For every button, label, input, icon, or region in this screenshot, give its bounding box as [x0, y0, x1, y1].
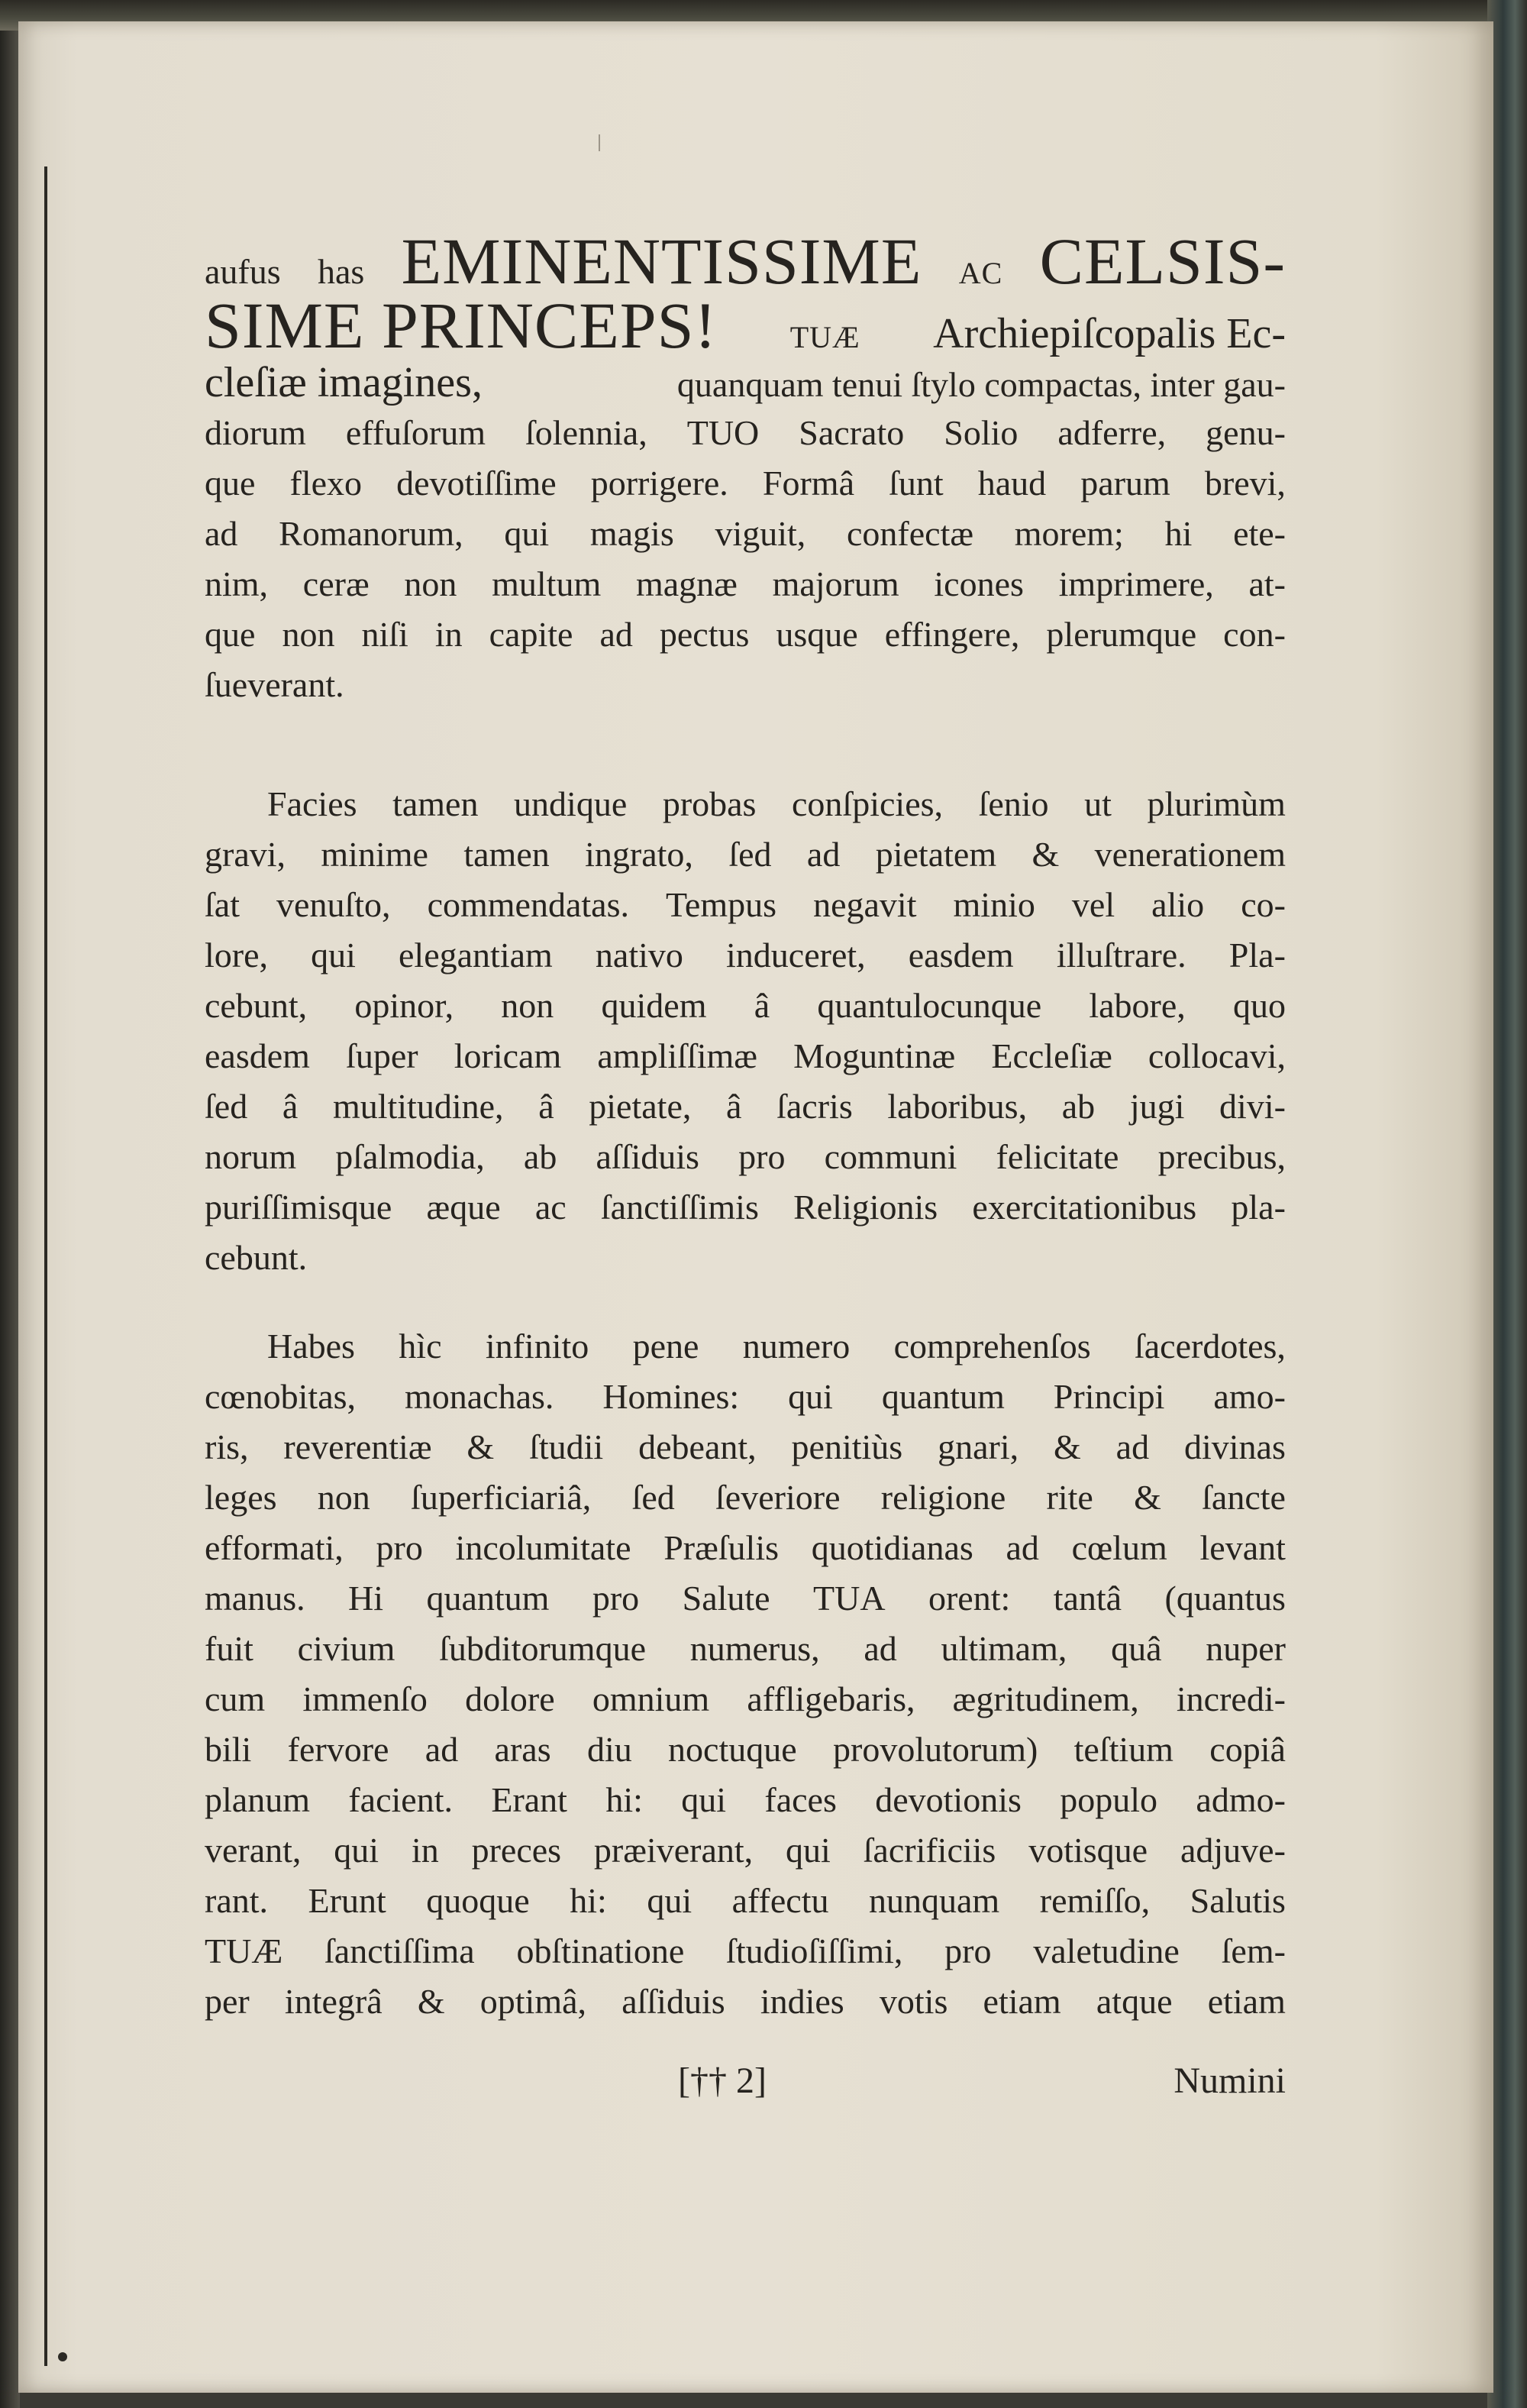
- text-line: [205, 1472, 1286, 1523]
- page-footer: [205, 2054, 1286, 2108]
- word: ultimam,: [941, 1629, 1067, 1668]
- word: laboribus,: [887, 1087, 1028, 1126]
- word: cœnobitas,: [205, 1377, 357, 1416]
- word: levant: [1199, 1528, 1286, 1567]
- text-line: [205, 779, 1286, 829]
- text-line: [205, 408, 1286, 458]
- word: â: [282, 1087, 299, 1126]
- text-line: [205, 1321, 1286, 1372]
- word: populo: [1060, 1780, 1158, 1819]
- word: dolore: [465, 1679, 555, 1718]
- word: exercitationibus: [972, 1188, 1197, 1227]
- word: venerationem: [1094, 835, 1286, 874]
- word: atque: [1096, 1982, 1173, 2021]
- title-word: SIME PRINCEPS!: [205, 289, 718, 362]
- word: noctuque: [668, 1730, 797, 1769]
- word: quantulocunque: [817, 986, 1042, 1025]
- word: &: [1031, 835, 1060, 874]
- word: provolutorum): [833, 1730, 1038, 1769]
- word: ad: [1115, 1427, 1150, 1466]
- word: â: [538, 1087, 554, 1126]
- word: fervore: [287, 1730, 389, 1769]
- word: penitiùs: [791, 1427, 903, 1466]
- word: puriſſimisque: [205, 1188, 392, 1227]
- word: ſanctiſſimis: [600, 1188, 759, 1227]
- word: probas: [662, 784, 757, 823]
- word: Habes: [267, 1327, 355, 1366]
- word: in: [411, 1831, 439, 1870]
- word: infinito: [485, 1327, 589, 1366]
- paragraph-1: [205, 225, 1286, 710]
- word: devotionis: [875, 1780, 1022, 1819]
- word: ad: [1006, 1528, 1039, 1567]
- word: omnium: [592, 1679, 710, 1718]
- text-line: [205, 1132, 1286, 1182]
- word: Romanorum,: [279, 514, 463, 553]
- small-caps-word: TUÆ: [789, 320, 860, 354]
- word: &: [466, 1427, 495, 1466]
- word: aſſiduis: [596, 1137, 699, 1176]
- word: etiam: [983, 1982, 1061, 2021]
- word: ſat: [205, 885, 240, 924]
- word: ab: [1061, 1087, 1096, 1126]
- text-line: [205, 1775, 1286, 1825]
- word: ſeveriore: [715, 1478, 841, 1517]
- word: ris,: [205, 1427, 249, 1466]
- title-word: CELSIS-: [1039, 225, 1286, 298]
- word: gravi,: [205, 835, 286, 874]
- word: ingrato,: [585, 835, 693, 874]
- word: qui: [504, 514, 550, 553]
- word: pietate,: [589, 1087, 692, 1126]
- text-line: [205, 225, 1286, 298]
- word: venuſto,: [276, 885, 391, 924]
- text-line: [205, 1825, 1286, 1876]
- word: nim,: [205, 564, 269, 603]
- word: (quantus: [1164, 1579, 1286, 1618]
- word: pene: [632, 1327, 699, 1366]
- word: Erunt: [308, 1881, 386, 1920]
- word: Religionis: [793, 1188, 938, 1227]
- word: flexo: [289, 464, 363, 503]
- word: induceret,: [726, 936, 866, 975]
- word: rite: [1046, 1478, 1093, 1517]
- word: bili: [205, 1730, 252, 1769]
- word: Pla-: [1228, 936, 1286, 975]
- word: minio: [953, 885, 1035, 924]
- text-line: cebunt.: [205, 1238, 308, 1277]
- word: ſancte: [1202, 1478, 1286, 1517]
- word: effingere,: [884, 615, 1020, 654]
- word: ſubditorumque: [439, 1629, 646, 1668]
- word: ete-: [1233, 514, 1286, 553]
- word: Solio: [944, 413, 1019, 452]
- word: leges: [205, 1478, 277, 1517]
- word: per: [205, 1982, 250, 2021]
- word: nuper: [1206, 1629, 1286, 1668]
- word: vel: [1071, 885, 1115, 924]
- word: imprimere,: [1058, 564, 1214, 603]
- word: minime: [321, 835, 428, 874]
- word: numero: [742, 1327, 851, 1366]
- word: valetudine: [1033, 1931, 1180, 1970]
- word: religione: [880, 1478, 1006, 1517]
- text-line: [205, 981, 1286, 1031]
- text-line: [205, 1081, 1286, 1132]
- word: loricam: [454, 1036, 562, 1075]
- word: quoque: [426, 1881, 530, 1920]
- word: magnæ: [635, 564, 738, 603]
- word: pro: [592, 1579, 640, 1618]
- word: magis: [589, 514, 674, 553]
- word: gnari,: [938, 1427, 1019, 1466]
- word: indies: [760, 1982, 844, 2021]
- word: quotidianas: [811, 1528, 973, 1567]
- text-line: [205, 880, 1286, 930]
- word: viguit,: [715, 514, 806, 553]
- word: ſuper: [346, 1036, 418, 1075]
- word: pla-: [1231, 1188, 1286, 1227]
- word: norum: [205, 1137, 297, 1176]
- word: verant,: [205, 1831, 302, 1870]
- text-line: [205, 357, 1286, 408]
- word: reverentiæ: [283, 1427, 432, 1466]
- word: effuſorum: [345, 413, 486, 452]
- word: ſacerdotes,: [1134, 1327, 1286, 1366]
- word: Moguntinæ: [793, 1036, 956, 1075]
- word: &: [417, 1982, 445, 2021]
- word: qui: [786, 1831, 831, 1870]
- word: tamen: [392, 784, 479, 823]
- word: â: [754, 986, 770, 1025]
- word: alio: [1151, 885, 1205, 924]
- text-line: ſueverant.: [205, 665, 344, 704]
- word: aufus: [205, 252, 281, 291]
- text-line: [205, 829, 1286, 880]
- word: monachas.: [404, 1377, 554, 1416]
- word: hi: [1164, 514, 1193, 553]
- word: etiam: [1207, 1982, 1286, 2021]
- word: aras: [494, 1730, 551, 1769]
- word: amo-: [1213, 1377, 1286, 1416]
- word: has: [317, 252, 365, 291]
- word: precibus,: [1157, 1137, 1286, 1176]
- word: numerus,: [689, 1629, 820, 1668]
- word: plurimùm: [1147, 784, 1286, 823]
- word: commendatas.: [427, 885, 629, 924]
- word: divinas: [1183, 1427, 1286, 1466]
- word: easdem: [908, 936, 1014, 975]
- word: Archiepiſcopalis Ec-: [933, 310, 1286, 357]
- word: multitudine,: [332, 1087, 504, 1126]
- word: ſuperficiariâ,: [411, 1478, 592, 1517]
- word: undique: [514, 784, 628, 823]
- word: qui: [681, 1780, 727, 1819]
- word: TUA: [813, 1579, 886, 1618]
- word: remiſſo,: [1039, 1881, 1151, 1920]
- word: parum: [1080, 464, 1170, 503]
- word: efformati,: [205, 1528, 344, 1567]
- word: Salute: [682, 1579, 770, 1618]
- word: preces: [471, 1831, 562, 1870]
- word: pietatem: [875, 835, 997, 874]
- word: easdem: [205, 1036, 310, 1075]
- text-line: [205, 559, 1286, 609]
- word: &: [1134, 1478, 1161, 1517]
- word: labore,: [1089, 986, 1186, 1025]
- word: morem;: [1014, 514, 1124, 553]
- word: TUO: [686, 413, 760, 452]
- word: con-: [1223, 615, 1286, 654]
- word: opinor,: [354, 986, 454, 1025]
- word: quanquam tenui ſtylo compactas, inter gau-: [676, 365, 1286, 404]
- word: haud: [977, 464, 1047, 503]
- word: ampliſſimæ: [597, 1036, 757, 1075]
- word: Tempus: [666, 885, 777, 924]
- word: incolumitate: [455, 1528, 631, 1567]
- text-line: [205, 1926, 1286, 1976]
- word: ſacris: [776, 1087, 853, 1126]
- word: admo-: [1196, 1780, 1286, 1819]
- word: hìc: [399, 1327, 442, 1366]
- word: aſſiduis: [621, 1982, 725, 2021]
- text-line: [205, 1182, 1286, 1233]
- word: ſacrificiis: [863, 1831, 996, 1870]
- word: facient.: [348, 1780, 453, 1819]
- word: ad: [806, 835, 841, 874]
- word: ac: [534, 1188, 567, 1227]
- word: incredi-: [1176, 1679, 1286, 1718]
- word: Homines:: [602, 1377, 740, 1416]
- word: cleſiæ imagines,: [205, 359, 483, 406]
- word: pſalmodia,: [335, 1137, 485, 1176]
- text-line: [205, 1372, 1286, 1422]
- word: ab: [523, 1137, 557, 1176]
- word: votisque: [1028, 1831, 1148, 1870]
- word: at-: [1248, 564, 1286, 603]
- word: qui: [334, 1831, 379, 1870]
- word: icones: [934, 564, 1024, 603]
- word: ſtudioſiſſimi,: [726, 1931, 903, 1970]
- word: hi:: [605, 1780, 643, 1819]
- word: que: [205, 464, 256, 503]
- word: cebunt,: [205, 986, 308, 1025]
- signature-mark: [†† 2]: [678, 2061, 767, 2101]
- paper-mark: [599, 134, 600, 151]
- word: ſenio: [978, 784, 1049, 823]
- word: affectu: [731, 1881, 829, 1920]
- gutter-shadow-line: [44, 166, 47, 2366]
- word: Facies: [267, 784, 357, 823]
- text-line: [205, 289, 1286, 362]
- word: negavit: [813, 885, 917, 924]
- word: â: [726, 1087, 742, 1126]
- word: ſolennia,: [525, 413, 647, 452]
- text-line: [205, 1876, 1286, 1926]
- word: ad: [425, 1730, 459, 1769]
- word: ceræ: [302, 564, 370, 603]
- word: rant.: [205, 1881, 269, 1920]
- title-word: EMINENTISSIME: [401, 225, 922, 298]
- text-line: [205, 1624, 1286, 1674]
- word: ſunt: [889, 464, 944, 503]
- text-line: [205, 458, 1286, 509]
- word: ut: [1084, 784, 1112, 823]
- text-line: [205, 930, 1286, 981]
- word: ad: [864, 1629, 897, 1668]
- word: multum: [492, 564, 602, 603]
- word: præiverant,: [593, 1831, 754, 1870]
- word: co-: [1241, 885, 1286, 924]
- word: diorum: [205, 413, 306, 452]
- word: felicitate: [996, 1137, 1119, 1176]
- word: qui: [311, 936, 356, 975]
- word: Sacrato: [799, 413, 905, 452]
- word: fuit: [205, 1629, 253, 1668]
- word: Salutis: [1190, 1881, 1286, 1920]
- word: collocavi,: [1148, 1036, 1286, 1075]
- word: devotiſſime: [396, 464, 557, 503]
- word: niſi: [361, 615, 408, 654]
- paragraph-3: [205, 1321, 1286, 2027]
- text-line: [205, 1674, 1286, 1724]
- word: ad: [205, 514, 238, 553]
- word: planum: [205, 1780, 310, 1819]
- word: ægritudinem,: [952, 1679, 1139, 1718]
- word: affligebaris,: [747, 1679, 915, 1718]
- word: &: [1054, 1427, 1081, 1466]
- text-line: [205, 1523, 1286, 1573]
- word: Principi: [1053, 1377, 1165, 1416]
- word: faces: [764, 1780, 837, 1819]
- word: teſtium: [1073, 1730, 1173, 1769]
- word: usque: [776, 615, 858, 654]
- word: quantum: [881, 1377, 1005, 1416]
- word: Hi: [348, 1579, 384, 1618]
- word: copiâ: [1209, 1730, 1286, 1769]
- word: orent:: [928, 1579, 1011, 1618]
- text-line: [205, 1976, 1286, 2027]
- text-line: [205, 509, 1286, 559]
- word: Præſulis: [663, 1528, 780, 1567]
- word: non: [317, 1478, 370, 1517]
- word: cum: [205, 1679, 266, 1718]
- word: lore,: [205, 936, 269, 975]
- ink-dot: [58, 2352, 67, 2361]
- word: communi: [824, 1137, 957, 1176]
- word: ſem-: [1221, 1931, 1286, 1970]
- word: illuſtrare.: [1056, 936, 1186, 975]
- word: adferre,: [1057, 413, 1167, 452]
- word: quo: [1232, 986, 1286, 1025]
- text-line: [205, 1724, 1286, 1775]
- word: Formâ: [762, 464, 855, 503]
- word: que: [205, 615, 256, 654]
- word: quidem: [601, 986, 707, 1025]
- word: quantum: [426, 1579, 550, 1618]
- word: obſtinatione: [516, 1931, 685, 1970]
- text-line: [205, 609, 1286, 660]
- word: jugi: [1129, 1087, 1185, 1126]
- word: integrâ: [284, 1982, 383, 2021]
- word: non: [282, 615, 335, 654]
- word: Eccleſiæ: [991, 1036, 1112, 1075]
- text-line: [205, 1422, 1286, 1472]
- word: ad: [599, 615, 633, 654]
- text-line: [205, 1573, 1286, 1624]
- word: optimâ,: [479, 1982, 587, 2021]
- small-caps-word: AC: [958, 256, 1003, 290]
- word: plerumque: [1046, 615, 1197, 654]
- word: pectus: [659, 615, 750, 654]
- word: ſanctiſſima: [324, 1931, 475, 1970]
- word: ſed: [631, 1478, 675, 1517]
- word: tantâ: [1053, 1579, 1122, 1618]
- word: non: [404, 564, 457, 603]
- word: pro: [944, 1931, 992, 1970]
- word: in: [434, 615, 463, 654]
- word: brevi,: [1204, 464, 1286, 503]
- word: porrigere.: [590, 464, 728, 503]
- catchword: Numini: [1173, 2061, 1286, 2101]
- text-line: [205, 1031, 1286, 1081]
- word: æque: [426, 1188, 501, 1227]
- word: manus.: [205, 1579, 305, 1618]
- word: qui: [647, 1881, 692, 1920]
- word: capite: [489, 615, 573, 654]
- word: qui: [788, 1377, 833, 1416]
- word: ſed: [205, 1087, 248, 1126]
- word: nunquam: [869, 1881, 1000, 1920]
- word: non: [501, 986, 554, 1025]
- word: TUÆ: [205, 1931, 283, 1970]
- word: tamen: [463, 835, 550, 874]
- word: pro: [738, 1137, 786, 1176]
- word: genu-: [1206, 413, 1286, 452]
- word: quâ: [1111, 1629, 1162, 1668]
- word: conſpicies,: [792, 784, 944, 823]
- book-cover-left-edge: [0, 0, 20, 2408]
- word: divi-: [1219, 1087, 1286, 1126]
- word: hi:: [570, 1881, 607, 1920]
- word: cœlum: [1071, 1528, 1167, 1567]
- word: elegantiam: [399, 936, 553, 975]
- word: diu: [586, 1730, 632, 1769]
- word: comprehenſos: [893, 1327, 1091, 1366]
- word: debeant,: [638, 1427, 757, 1466]
- word: confectæ: [847, 514, 974, 553]
- word: nativo: [595, 936, 683, 975]
- word: ſtudii: [529, 1427, 604, 1466]
- word: votis: [879, 1982, 948, 2021]
- paragraph-2: [205, 779, 1286, 1283]
- word: majorum: [772, 564, 899, 603]
- word: pro: [376, 1528, 423, 1567]
- word: civium: [297, 1629, 395, 1668]
- word: adjuve-: [1180, 1831, 1286, 1870]
- word: immenſo: [302, 1679, 428, 1718]
- word: Erant: [491, 1780, 567, 1819]
- word: ſed: [728, 835, 772, 874]
